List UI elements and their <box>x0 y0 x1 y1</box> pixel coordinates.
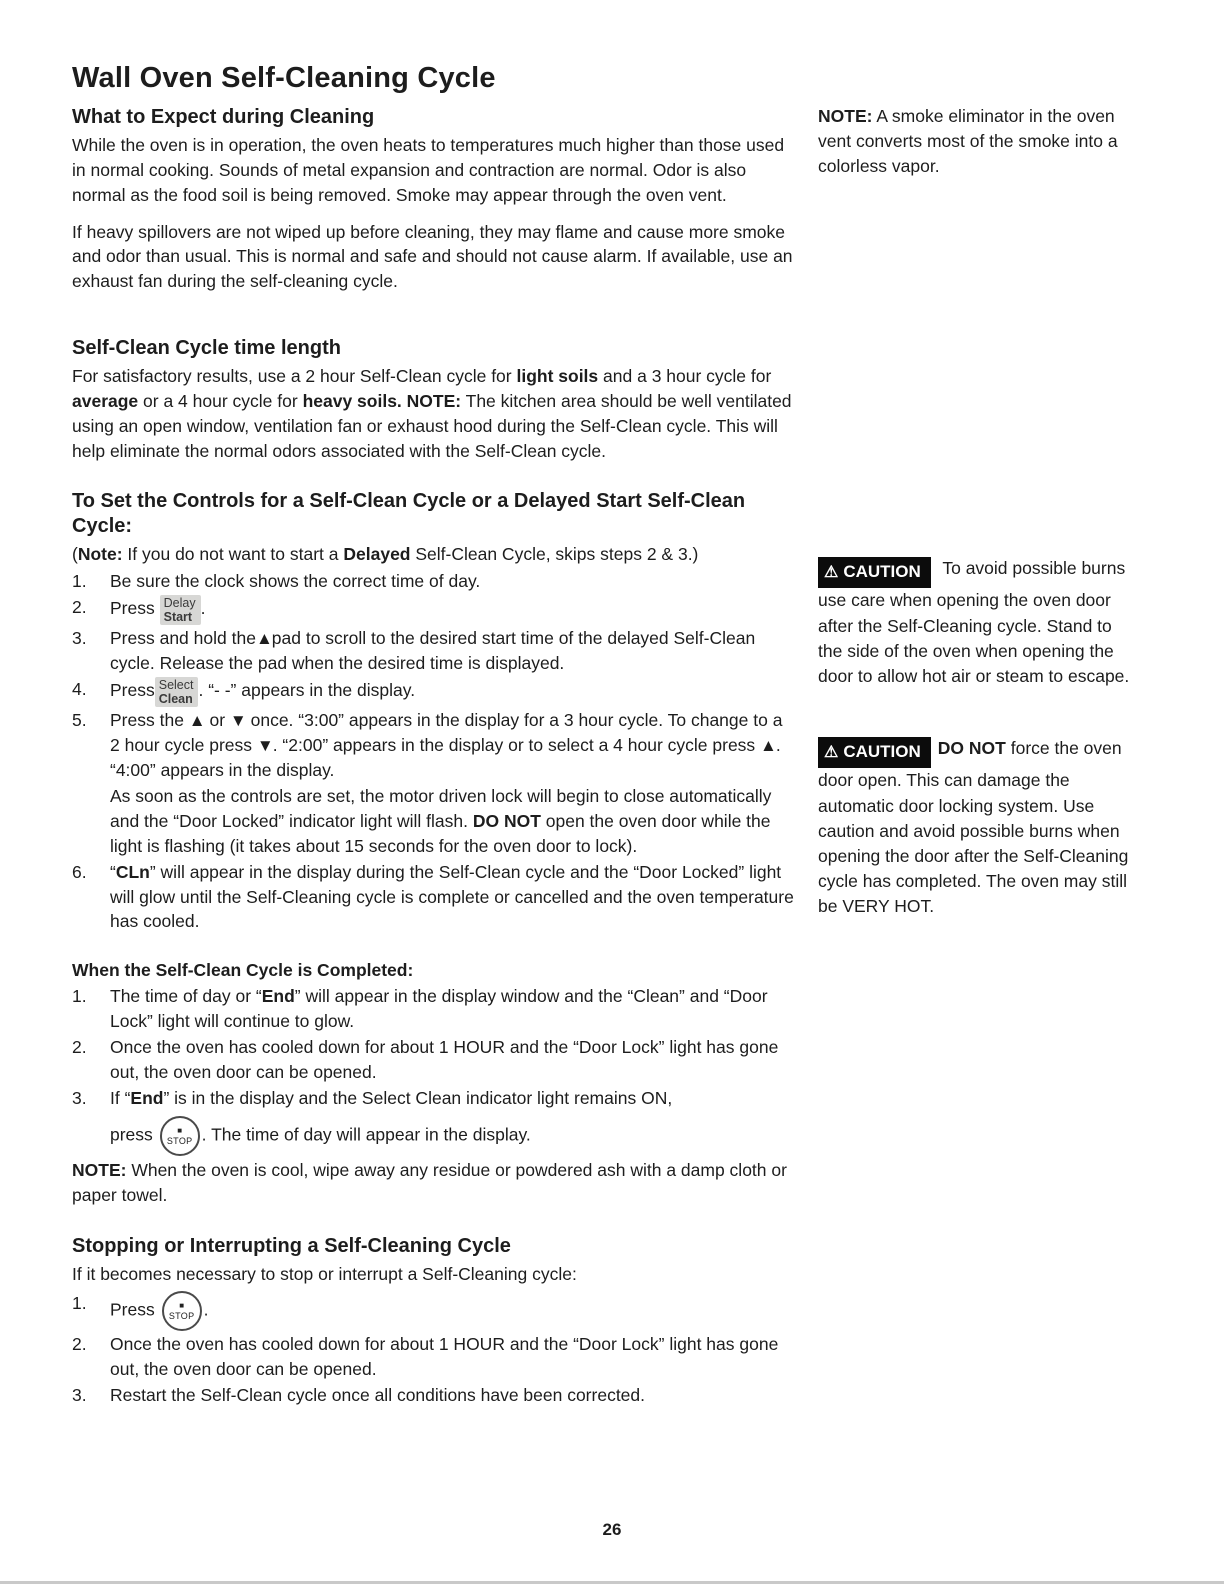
page-number: 26 <box>602 1520 622 1539</box>
list-item: 3. If “End” is in the display and the Select Clean indicator light remains ON, press ■ STOP . The time of day will appear in the display. <box>72 1086 794 1157</box>
main-column <box>72 62 794 1409</box>
paragraph-time-length: For satisfactory results, use a 2 hour Self-Clean cycle for light soils and a 3 hour cycle for average or a 4 hour cycle for heavy soils. NOTE: The kitchen area should be well ventilated using an open window, ventilation fan or exhaust hood during the Self-Clean cycle. This will help eliminate the normal odors associated with the Self-Clean cycle. <box>72 366 792 461</box>
list-item: 4. Press Select Clean . “- -” appears in the display. <box>72 678 416 707</box>
paragraph-expect-1: While the oven is in operation, the oven heats to temperatures much higher than those used in normal cooking. Sounds of metal expansion and contraction are normal. Odor is also normal as the food soil is being removed. Smoke may appear through the oven vent. <box>72 135 785 205</box>
step-number: 2. <box>72 1334 87 1354</box>
warning-icon: ⚠ <box>824 564 839 581</box>
down-arrow-icon: ▼ <box>229 711 246 731</box>
step-number: 1. <box>72 1293 87 1313</box>
step-number: 2. <box>72 597 87 618</box>
list-item: 1. Be sure the clock shows the correct time of day. <box>72 569 794 594</box>
list-item: 6. “CLn” will appear in the display during the Self-Clean cycle and the “Door Locked” light will glow until the Self-Cleaning cycle is complete or cancelled and the oven temperature has cooled. <box>72 860 794 935</box>
step-number: 2. <box>72 1036 87 1057</box>
set-controls-steps <box>72 569 794 934</box>
subsection-heading-completed: When the Self-Clean Cycle is Completed: <box>72 960 414 981</box>
list-item: 2. Once the oven has cooled down for about 1 HOUR and the “Door Lock” light has gone out, the oven door can be opened. <box>72 1332 794 1382</box>
step-number: 6. <box>72 861 87 882</box>
caution-box-door: ⚠ CAUTION DO NOT force the oven door open. This can damage the automatic door locking system. Use caution and avoid possible burns when opening the door after the Self-Cleaning cycle has completed. The oven may still be VERY HOT. <box>818 738 1129 917</box>
page-title: Wall Oven Self-Cleaning Cycle <box>72 62 496 94</box>
list-item: 3. Press and hold the▲pad to scroll to the desired start time of the delayed Self-Clean cycle. Release the pad when the desired time is displayed. <box>72 626 794 676</box>
completed-steps <box>72 984 794 1156</box>
stop-key-icon: ■ STOP <box>162 1291 202 1331</box>
warning-icon: ⚠ <box>824 744 839 761</box>
step-number: 4. <box>72 679 87 700</box>
delay-start-key: Delay Start <box>160 595 201 625</box>
list-item: 1. Press ■ STOP . <box>72 1291 794 1331</box>
up-arrow-icon: ▲ <box>188 711 205 731</box>
step-number: 3. <box>72 1384 87 1405</box>
paragraph-expect-2: If heavy spillovers are not wiped up before cleaning, they may flame and cause more smoke and odor than usual. This is normal and safe and should not cause alarm. If available, use an exhaust fan during the self-cleaning cycle. <box>72 221 793 292</box>
select-clean-key: Select Clean <box>155 677 199 707</box>
section-heading-stopping: Stopping or Interrupting a Self-Cleaning Cycle <box>72 1235 511 1258</box>
stopping-intro: If it becomes necessary to stop or interrupt a Self-Cleaning cycle: <box>72 1264 577 1285</box>
caution-label: ⚠ CAUTION <box>818 737 931 768</box>
step-number: 5. <box>72 710 87 731</box>
stopping-steps <box>72 1291 794 1408</box>
section-heading-expect: What to Expect during Cleaning <box>72 106 375 128</box>
up-arrow-icon: ▲ <box>255 629 272 649</box>
section-heading-time-length: Self-Clean Cycle time length <box>72 337 341 360</box>
list-item: 3. Restart the Self-Clean cycle once all conditions have been corrected. <box>72 1383 794 1408</box>
completed-note: NOTE: When the oven is cool, wipe away any residue or powdered ash with a damp cloth or paper towel. <box>72 1160 787 1206</box>
stop-key-icon: ■ STOP <box>160 1116 200 1156</box>
step-number: 1. <box>72 986 87 1007</box>
list-item: 2. Press Delay Start . <box>72 596 206 625</box>
up-arrow-icon: ▲ <box>760 736 776 756</box>
list-item: 1. The time of day or “End” will appear in the display window and the “Clean” and “Door Lock” light will continue to glow. <box>72 984 794 1034</box>
list-item: 2. Once the oven has cooled down for about 1 HOUR and the “Door Lock” light has gone out, the oven door can be opened. <box>72 1035 794 1085</box>
down-arrow-icon: ▼ <box>256 736 273 756</box>
stop-square-icon: ■ <box>179 1300 185 1310</box>
smoke-eliminator-note: NOTE: A smoke eliminator in the oven vent converts most of the smoke into a colorless vapor. <box>818 106 1118 176</box>
section-heading-set-controls: To Set the Controls for a Self-Clean Cycle or a Delayed Start Self-Clean Cycle: <box>72 490 746 538</box>
list-item: 5. Press the ▲ or ▼ once. “3:00” appears in the display for a 3 hour cycle. To change to a 2 hour cycle press ▼. “2:00” appears in the display or to select a 4 hour cycle press ▲. “4:00” appears in the display. As soon as the controls are set, the motor driven lock will begin to close automatically and the “Door Locked” indicator light will flash. DO NOT open the oven door while the light is flashing (it takes about 15 seconds for the oven door to lock). <box>72 708 794 859</box>
step-number: 3. <box>72 1087 87 1108</box>
step-number: 1. <box>72 571 87 592</box>
stop-square-icon: ■ <box>177 1125 183 1135</box>
caution-box-burns: ⚠ CAUTION To avoid possible burns use care when opening the oven door after the Self-Cleaning cycle. Stand to the side of the oven when opening the door to allow hot air or steam to escape. <box>818 558 1130 687</box>
step-number: 3. <box>72 628 87 649</box>
caution-label: ⚠ CAUTION <box>818 557 931 588</box>
set-controls-note: (Note: If you do not want to start a Delayed Self-Clean Cycle, skips steps 2 & 3.) <box>72 544 699 565</box>
